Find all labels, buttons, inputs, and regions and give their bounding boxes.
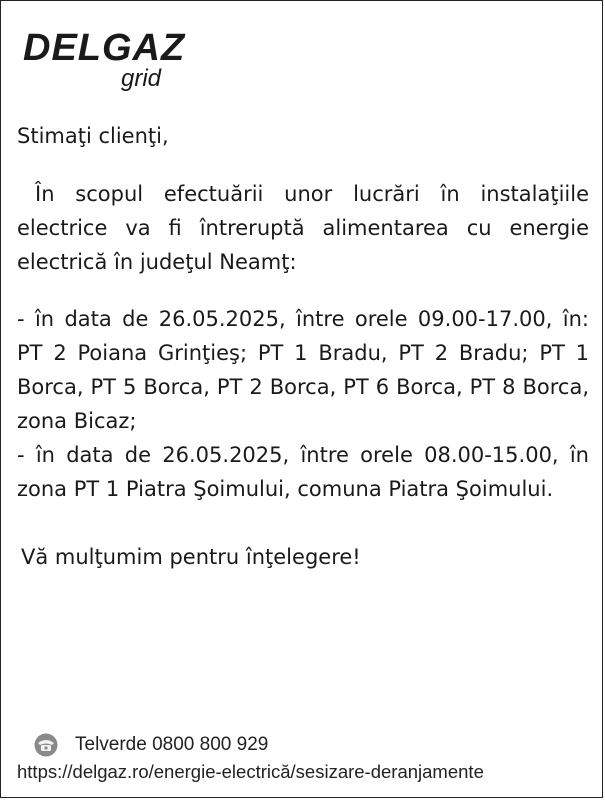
greeting: Stimaţi clienţi, (17, 124, 169, 148)
delgaz-grid-logo (23, 27, 193, 97)
intro-paragraph: În scopul efectuării unor lucrări în instalaţiile electrice va fi întreruptă alimentarea cu energie electrică în judeţul Neamţ: (17, 182, 589, 274)
closing-line: Vă mulţumim pentru înţelegere! (21, 545, 361, 569)
telephone-icon (31, 733, 61, 757)
logo-subtitle: grid (121, 65, 162, 92)
phone-number: Telverde 0800 800 929 (75, 734, 269, 755)
phone-row (31, 731, 589, 759)
contact-footer (17, 731, 589, 783)
logo-wordmark: DELGAZ (23, 27, 186, 69)
support-url[interactable]: https://delgaz.ro/energie-electrică/sesizare-deranjamente (17, 761, 484, 782)
outage-item: - în data de 26.05.2025, între orele 08.00-15.00, în zona PT 1 Piatra Şoimului, comuna Piatra Şoimului. (17, 443, 589, 501)
outage-item: - în data de 26.05.2025, între orele 09.00-17.00, în: PT 2 Poiana Grinţieş; PT 1 Bradu, PT 2 Bradu; PT 1 Borca, PT 5 Borca, PT 2 Borca, PT 6 Borca, PT 8 Borca, zona Bicaz; (17, 307, 589, 433)
notice-body (17, 119, 589, 574)
